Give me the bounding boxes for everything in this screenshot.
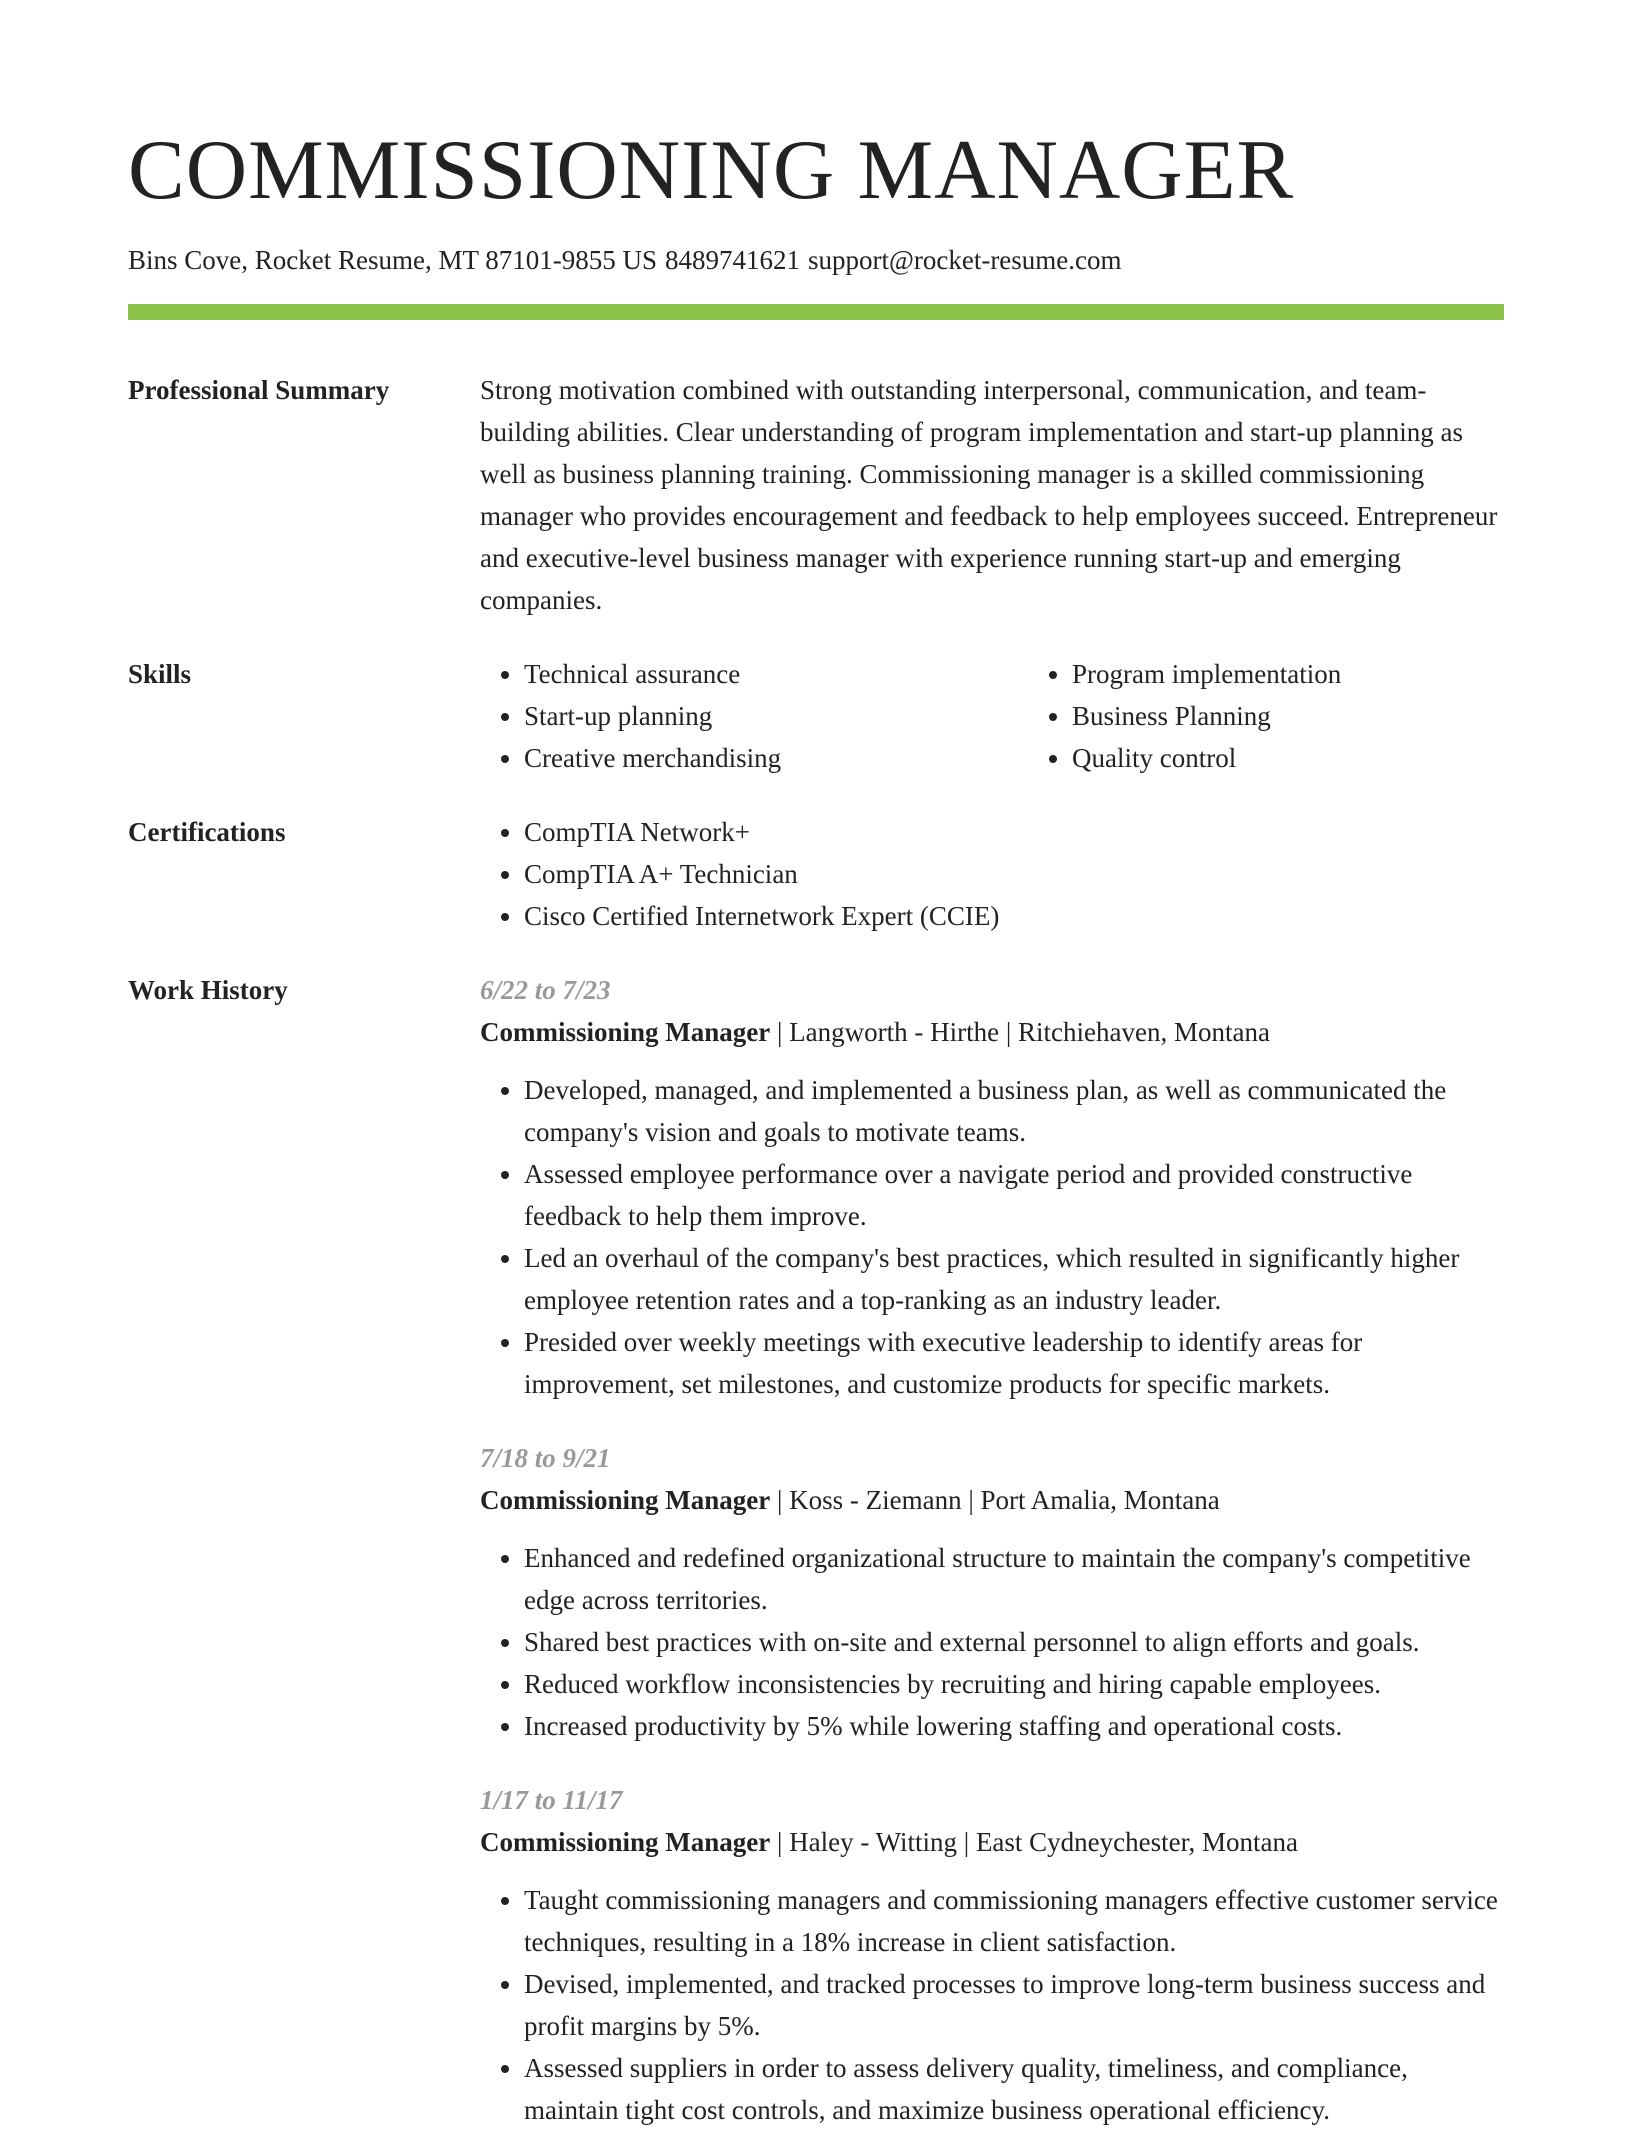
job-bullets: [480, 1069, 1504, 1405]
job-entry: [480, 969, 1504, 1405]
job-employer-location: | Langworth - Hirthe | Ritchiehaven, Montana: [770, 1017, 1270, 1047]
skill-item: • Business Planning: [1072, 695, 1576, 737]
skills-column-2: [1028, 653, 1576, 779]
job-bullet: • Assessed suppliers in order to assess delivery quality, timeliness, and compliance, maintain tight cost controls, and maximize business operational efficiency.: [524, 2047, 1504, 2131]
job-bullet: • Enhanced and redefined organizational structure to maintain the company's competitive edge across territories.: [524, 1537, 1504, 1621]
job-bullet: • Taught commissioning managers and commissioning managers effective customer service techniques, resulting in a 18% increase in client satisfaction.: [524, 1879, 1504, 1963]
job-bullet: • Presided over weekly meetings with executive leadership to identify areas for improvement, set milestones, and customize products for specific markets.: [524, 1321, 1504, 1405]
resume-title: COMMISSIONING MANAGER: [128, 123, 1295, 217]
job-bullet: • Increased productivity by 5% while lowering staffing and operational costs.: [524, 1705, 1504, 1747]
job-dates: 1/17 to 11/17: [480, 1785, 623, 1815]
skill-item: • Program implementation: [1072, 653, 1576, 695]
skills-section: [128, 653, 1504, 779]
certifications-list: [480, 811, 1504, 937]
certifications-section: [128, 811, 1504, 937]
job-title: Commissioning Manager: [480, 1827, 771, 1857]
job-bullet: • Developed, managed, and implemented a business plan, as well as communicated the company's vision and goals to motivate teams.: [524, 1069, 1504, 1153]
job-title: Commissioning Manager: [480, 1017, 771, 1047]
job-dates: 6/22 to 7/23: [480, 975, 611, 1005]
skills-column-1: [480, 653, 1028, 779]
job-bullets: [480, 1879, 1504, 2131]
work-history-heading: Work History: [128, 975, 288, 1005]
job-entry: [480, 1779, 1504, 2131]
certification-item: • CompTIA A+ Technician: [524, 853, 1504, 895]
contact-email: support@rocket-resume.com: [808, 245, 1122, 275]
skill-item: • Technical assurance: [524, 653, 1028, 695]
summary-text: Strong motivation combined with outstanding interpersonal, communication, and team-building abilities. Clear understanding of program implementation and start-up planning as well as business planning training. Commissioning manager is a skilled commissioning manager who provides encouragement and feedback to help employees succeed. Entrepreneur and executive-level business manager with experience running start-up and emerging companies.: [480, 375, 1498, 615]
skill-item: • Start-up planning: [524, 695, 1028, 737]
contact-phone: 8489741621: [665, 245, 800, 275]
jobs-list: [480, 969, 1504, 2131]
certifications-heading: Certifications: [128, 817, 286, 847]
certification-item: • Cisco Certified Internetwork Expert (CCIE): [524, 895, 1504, 937]
job-entry: [480, 1437, 1504, 1747]
job-bullets: [480, 1537, 1504, 1747]
job-bullet: • Devised, implemented, and tracked processes to improve long-term business success and profit margins by 5%.: [524, 1963, 1504, 2047]
job-dates: 7/18 to 9/21: [480, 1443, 611, 1473]
summary-section: [128, 369, 1504, 621]
skill-item: • Creative merchandising: [524, 737, 1028, 779]
job-header: [480, 1479, 1504, 1521]
job-title: Commissioning Manager: [480, 1485, 771, 1515]
skills-heading: Skills: [128, 659, 192, 689]
job-bullet: • Shared best practices with on-site and external personnel to align efforts and goals.: [524, 1621, 1504, 1663]
work-history-section: [128, 969, 1504, 2131]
job-bullet: • Led an overhaul of the company's best practices, which resulted in significantly higher employee retention rates and a top-ranking as an industry leader.: [524, 1237, 1504, 1321]
skill-item: • Quality control: [1072, 737, 1576, 779]
job-bullet: • Reduced workflow inconsistencies by recruiting and hiring capable employees.: [524, 1663, 1504, 1705]
contact-address: Bins Cove, Rocket Resume, MT 87101-9855 US: [128, 245, 657, 275]
contact-line: [128, 242, 1504, 278]
summary-heading: Professional Summary: [128, 375, 390, 405]
header-divider: [128, 304, 1504, 320]
job-employer-location: | Koss - Ziemann | Port Amalia, Montana: [770, 1485, 1220, 1515]
job-bullet: • Assessed employee performance over a navigate period and provided constructive feedback to help them improve.: [524, 1153, 1504, 1237]
job-header: [480, 1821, 1504, 1863]
job-header: [480, 1011, 1504, 1053]
skills-list: [480, 653, 1576, 779]
certification-item: • CompTIA Network+: [524, 811, 1504, 853]
job-employer-location: | Haley - Witting | East Cydneychester, Montana: [770, 1827, 1299, 1857]
resume-page: [128, 0, 1504, 2131]
